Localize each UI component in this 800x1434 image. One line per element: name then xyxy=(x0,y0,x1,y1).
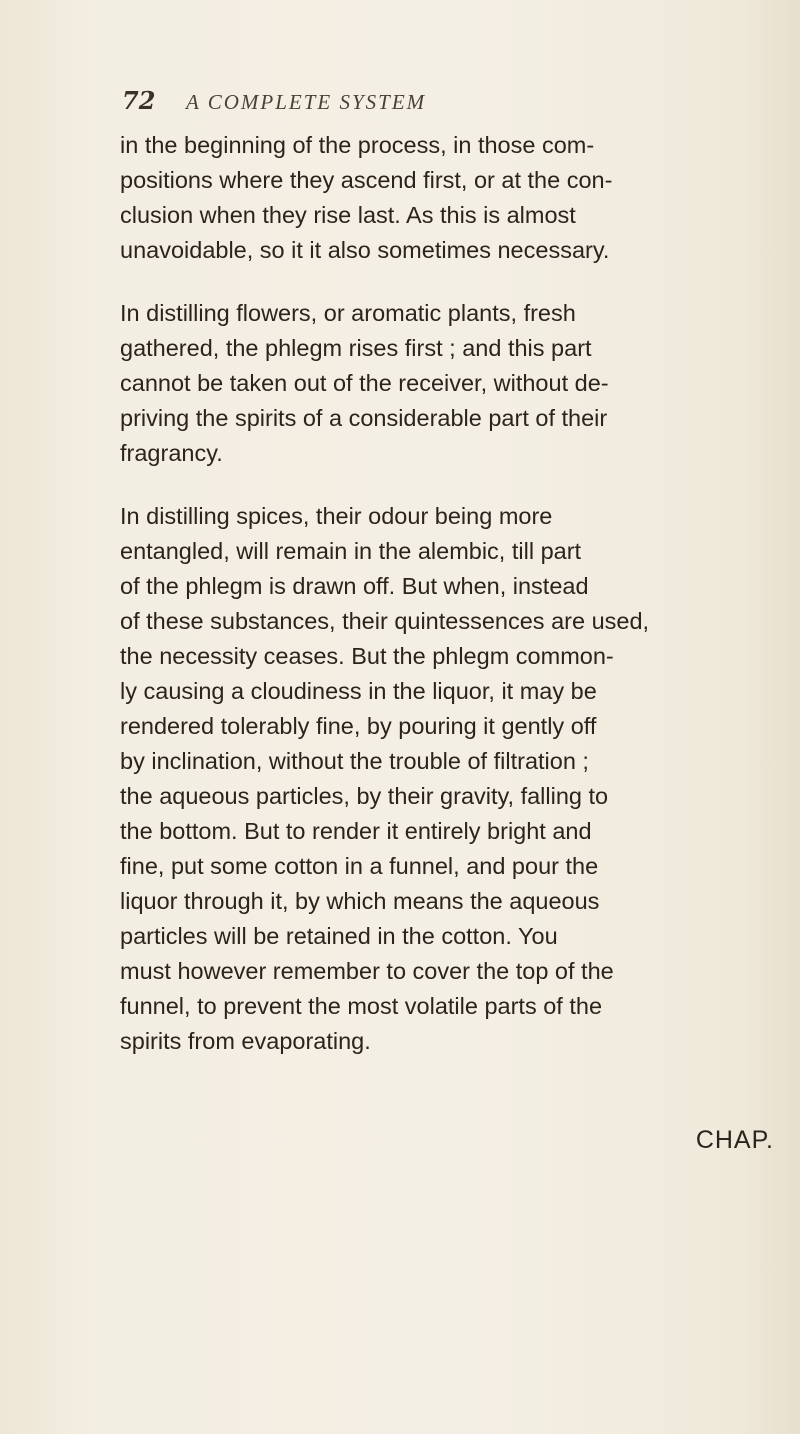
text-line: the aqueous particles, by their gravity, falling to xyxy=(120,783,609,809)
text-line: liquor through it, by which means the aqueous xyxy=(120,888,600,914)
paragraph-1 xyxy=(120,128,692,268)
text-line: by inclination, without the trouble of filtration ; xyxy=(120,748,589,774)
text-line: cannot be taken out of the receiver, without de- xyxy=(120,370,609,396)
text-line: gathered, the phlegm rises first ; and this part xyxy=(120,335,592,361)
body-text xyxy=(120,128,692,1087)
text-line: spirits from evaporating. xyxy=(120,1028,371,1054)
text-line: must however remember to cover the top of the xyxy=(120,958,614,984)
text-line: clusion when they rise last. As this is almost xyxy=(120,202,576,228)
text-line: fine, put some cotton in a funnel, and pour the xyxy=(120,853,599,879)
paragraph-3 xyxy=(120,499,692,1059)
paragraph-2 xyxy=(120,296,692,471)
text-line: In distilling spices, their odour being more xyxy=(120,503,553,529)
text-line: entangled, will remain in the alembic, till part xyxy=(120,538,582,564)
text-line: positions where they ascend first, or at the con- xyxy=(120,167,613,193)
text-line: rendered tolerably fine, by pouring it gently off xyxy=(120,713,597,739)
running-head: A COMPLETE SYSTEM xyxy=(186,90,427,114)
text-line: the bottom. But to render it entirely bright and xyxy=(120,818,592,844)
page-header xyxy=(122,86,682,118)
text-line: in the beginning of the process, in those com- xyxy=(120,132,595,158)
text-line: In distilling flowers, or aromatic plants, fresh xyxy=(120,300,576,326)
text-line: funnel, to prevent the most volatile parts of the xyxy=(120,993,603,1019)
text-line: fragrancy. xyxy=(120,440,223,466)
text-line: particles will be retained in the cotton. You xyxy=(120,923,558,949)
text-line: the necessity ceases. But the phlegm common- xyxy=(120,643,614,669)
text-line: priving the spirits of a considerable part of their xyxy=(120,405,608,431)
text-line: of these substances, their quintessences are used, xyxy=(120,608,650,634)
text-line: of the phlegm is drawn off. But when, instead xyxy=(120,573,589,599)
text-line: ly causing a cloudiness in the liquor, it may be xyxy=(120,678,597,704)
catchword: CHAP. xyxy=(695,1126,774,1154)
text-line: unavoidable, so it it also sometimes necessary. xyxy=(120,237,610,263)
page-number: 72 xyxy=(122,86,156,115)
